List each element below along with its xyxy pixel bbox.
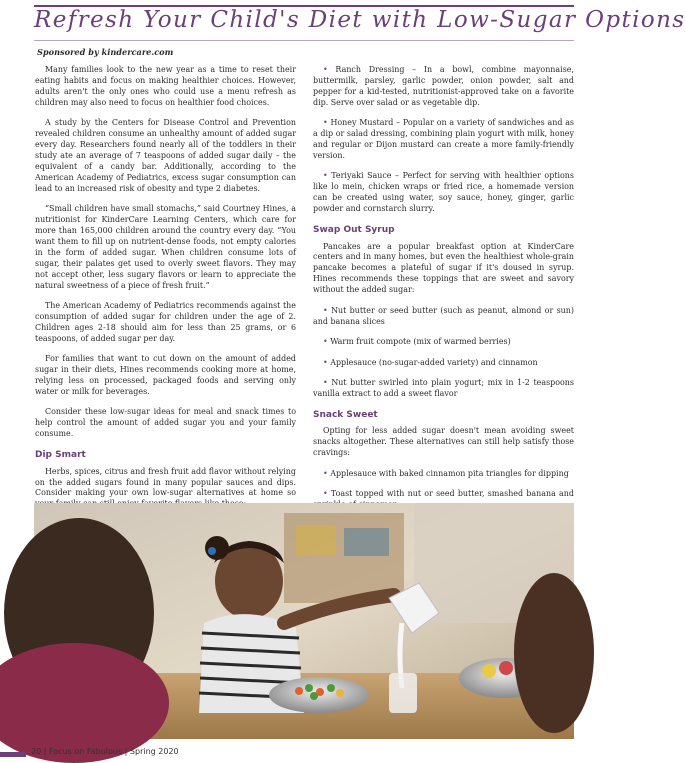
cut-down-paragraph: For families that want to cut down on the amount of added sugar in their diets, Hines recommends cooking more at home, relying less on processed, packaged foods and serving only water or milk for beverages. (35, 354, 296, 396)
footer-accent-bar (0, 752, 26, 757)
bullet-icon: • (323, 171, 328, 181)
snack-sweet-paragraph: Opting for less added sugar doesn't mean avoiding sweet snacks altogether. These alternatives can still help satisfy those cravings: (313, 426, 574, 458)
article-title: Refresh Your Child's Diet with Low-Sugar Options (34, 7, 686, 33)
snack-sweet-heading: Snack Sweet (313, 409, 378, 420)
photo-illustration (34, 503, 574, 739)
bullet-icon: • (323, 65, 328, 74)
topping-compote: Warm fruit compote (mix of warmed berries) (330, 337, 511, 347)
bullet-icon: • (323, 118, 328, 128)
snack-toast: Toast topped with nut or seed butter, smashed banana and (330, 489, 574, 499)
bullet-icon: • (323, 337, 328, 347)
dip-ranch: Ranch Dressing – In a bowl, combine mayonnaise, buttermilk, parsley, garlic powder, onion powder, salt and pepper for a kid-tested, nutritionist-approved take on a favorite dip. Serve over salad or as vegetable dip. (313, 65, 574, 107)
snack-applesauce-pita: Applesauce with baked cinnamon pita triangles for dipping (330, 468, 569, 478)
title-bottom-rule (34, 40, 574, 41)
cdc-study-paragraph: A study by the Centers for Disease Control and Prevention revealed children consume an unhealthy amount of added sugar every day. Researchers found nearly all of the toddlers in their study ate an average of 7 teaspoons of added sugar daily – the equivalent of a candy bar. Additionally, according to the American Academy of Pediatrics, excess sugar consumption can lead to an increased risk of obesity and type 2 diabetes. (35, 118, 296, 193)
classroom-photo (34, 503, 574, 739)
dip-smart-paragraph: Herbs, spices, citrus and fresh fruit add flavor without relying on the added sugars found in many popular sauces and dips. Consider making your own low-sugar alternatives at home so (35, 466, 296, 498)
list-item (313, 358, 574, 369)
consider-ideas-paragraph: Consider these low-sugar ideas for meal and snack times to help control the amount of added sugar you and your family consume. (35, 407, 296, 439)
page-footer: 20 | Focus on Fabulous | Spring 2020 (31, 747, 179, 756)
aap-recommendation-paragraph: The American Academy of Pediatrics recommends against the consumption of added sugar for children under the age of 2. Children ages 2-18 should aim for less than 25 grams, or 6 teaspoons, of added sugar per day. (35, 301, 296, 343)
list-item (313, 469, 574, 480)
dip-teriyaki: Teriyaki Sauce – Perfect for serving with healthier options like lo mein, chicken wraps or fried rice, a homemade version can be created using water, soy sauce, honey, ginger, garlic powder and cornstarch slurry. (313, 171, 574, 214)
list-item (313, 118, 574, 162)
list-item (313, 65, 574, 109)
hines-quote-paragraph: “Small children have small stomachs,” said Courtney Hines, a nutritionist for KinderCare Learning Centers, which care for more than 165,000 children around the country every day. “You want them to fill up on nutrient-dense foods, not empty calories in the form of added sugar. When children consume lots of sugar, their palates get used to overly sweet flavors. They may not accept other, less sugary flavors or learn to appreciate the natural sweetness of a piece of fresh fruit.” (35, 204, 296, 290)
bullet-icon: • (323, 489, 328, 499)
topping-applesauce: Applesauce (no-sugar-added variety) and cinnamon (330, 357, 538, 367)
left-column (35, 65, 296, 520)
dip-smart-heading: Dip Smart (35, 449, 86, 460)
intro-paragraph: Many families look to the new year as a time to reset their eating habits and focus on making healthier choices. However, adults aren't the only ones who could use a menu refresh as children may also need to focus on healthier food choices. (35, 65, 296, 107)
swap-syrup-paragraph: Pancakes are a popular breakfast option at KinderCare centers and in many homes, but even the healthiest whole-grain pancake becomes a plateful of sugar if it's doused in syrup. Hines recommends these toppings that are sweet and savory without the added sugar: (313, 241, 574, 295)
bullet-icon: • (323, 468, 328, 478)
list-item (313, 337, 574, 348)
topping-yogurt: Nut butter swirled into plain yogurt; mix in 1-2 teaspoons vanilla extract to add a sweet flavor (313, 378, 574, 398)
dip-honey-mustard: Honey Mustard – Popular on a variety of sandwiches and as a dip or salad dressing, combining plain yogurt with milk, honey and regular or Dijon mustard can create a more family-friendly version. (313, 118, 574, 160)
list-item (313, 171, 574, 215)
swap-syrup-heading: Swap Out Syrup (313, 224, 395, 235)
bullet-icon: • (323, 357, 328, 367)
bullet-icon: • (323, 305, 328, 315)
topping-nut-butter: Nut butter or seed butter (such as peanut, almond or sun) and banana slices (313, 305, 575, 326)
bullet-icon: • (323, 378, 328, 388)
list-item (313, 306, 574, 328)
list-item (313, 378, 574, 400)
sponsor-line: Sponsored by kindercare.com (37, 47, 174, 57)
